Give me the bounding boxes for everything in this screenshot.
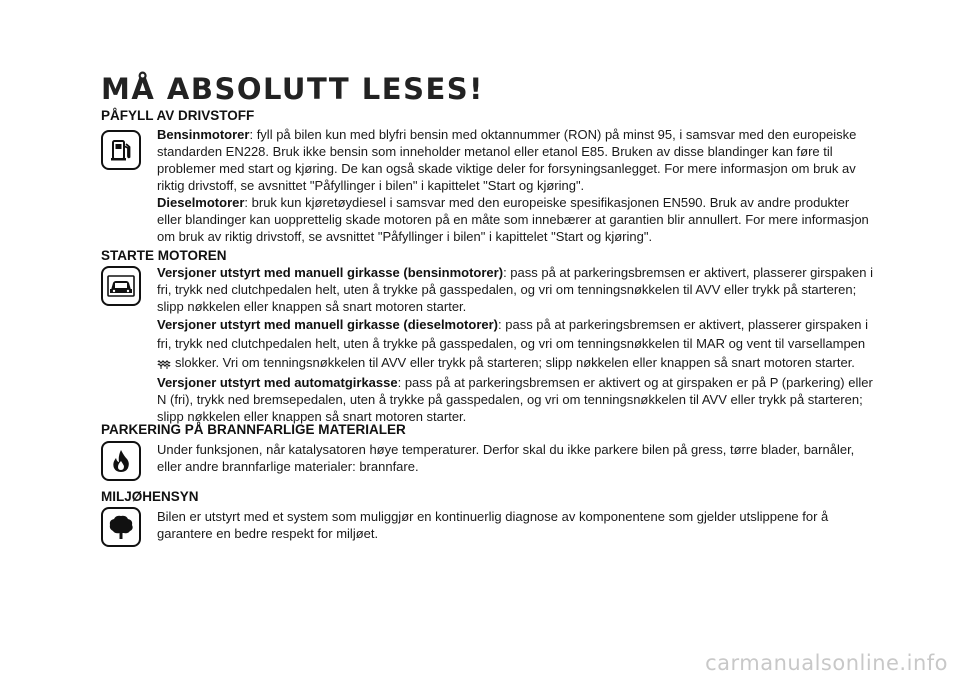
fire-icon (101, 441, 141, 481)
paragraph-lead: Versjoner utstyrt med manuell girkasse (bensinmotorer) (157, 265, 504, 280)
paragraph-text: : pass på at parkeringsbremsen er aktivert og at girspaken er på P (parkering) eller N (fri), trykk ned bremsepedalen, uten å trykke på gasspedalen, og vri om tenningsnøkkelen til AVV eller trykk på starteren; slipp nøkkelen eller knappen så snart motoren starter. (157, 375, 873, 424)
section-body-environment (157, 508, 877, 542)
paragraph-text: : pass på at parkeringsbremsen er aktivert, plasserer girspaken i fri, trykk ned clutchpedalen helt, uten å trykke på gasspedalen, og vri om tenningsnøkkelen til AVV eller trykk på starteren; slipp nøkkelen eller knappen så snart motoren starter. (157, 265, 874, 314)
paragraph-lead: Versjoner utstyrt med manuell girkasse (dieselmotorer) (157, 317, 499, 332)
paragraph-diesel (157, 194, 877, 245)
paragraph-text: Under funksjonen, når katalysatoren høye temperaturer. Derfor skal du ikke parkere bilen på gress, tørre blader, barnåler, eller andre brannfarlige materialer: brannfare. (157, 442, 855, 474)
paragraph-manual-diesel (157, 315, 877, 374)
fuel-pump-icon (101, 130, 141, 170)
section-heading-parking: PARKERING PÅ BRANNFARLIGE MATERIALER (101, 422, 406, 437)
paragraph-manual-petrol (157, 264, 877, 315)
paragraph-text: : bruk kun kjøretøydiesel i samsvar med den europeiske spesifikasjonen EN590. Bruk av andre produkter eller blandinger kan uopprettelig skade motoren på en måte som innebærer at garantien blir annullert. For mere informasjon om bruk av riktig drivstoff, se avsnittet "Påfyllinger i bilen" i kapittelet "Start og kjøring". (157, 195, 869, 244)
car-icon (101, 266, 141, 306)
glow-plug-warning-icon (157, 355, 171, 374)
section-body-start (157, 264, 877, 425)
paragraph-parking (157, 441, 877, 475)
paragraph-lead: Versjoner utstyrt med automatgirkasse (157, 375, 398, 390)
paragraph-automatic (157, 374, 877, 425)
paragraph-environment (157, 508, 877, 542)
tree-icon (101, 507, 141, 547)
paragraph-text: Bilen er utstyrt med et system som muliggjør en kontinuerlig diagnose av komponentene som gjelder utslippene for å garantere en bedre respekt for miljøet. (157, 509, 829, 541)
paragraph-lead: Dieselmotorer (157, 195, 245, 210)
paragraph-text: : fyll på bilen kun med blyfri bensin med oktannummer (RON) på minst 95, i samsvar med den europeiske standarden EN228. Bruk ikke bensin som inneholder metanol eller etanol E85. Bruken av disse blandinger kan føre til problemer med start og kjøring. De kan også skade viktige deler for forsyningsanlegget. For mere informasjon om bruk av riktig drivstoff, se avsnittet "Påfyllinger i bilen" i kapittelet "Start og kjøring". (157, 127, 857, 193)
section-body-fuel (157, 126, 877, 245)
page-title: MÅ ABSOLUTT LESES! (101, 72, 484, 106)
watermark-footer: carmanualsonline.info (705, 651, 948, 675)
paragraph-text-after-icon: slokker. Vri om tenningsnøkkelen til AVV eller trykk på starteren; slipp nøkkelen eller knappen så snart motoren starter. (175, 355, 855, 370)
paragraph-lead: Bensinmotorer (157, 127, 250, 142)
paragraph-text: : pass på at parkeringsbremsen er aktivert, plasserer girspaken i fri, trykk ned clutchpedalen helt, uten å trykke på gasspedalen, og vri om tenningsnøkkelen til MAR og vent til varsellampen (157, 317, 868, 351)
section-heading-environment: MILJØHENSYN (101, 489, 199, 504)
section-heading-fuel: PÅFYLL AV DRIVSTOFF (101, 108, 255, 123)
section-body-parking (157, 441, 877, 475)
section-heading-start: STARTE MOTOREN (101, 248, 227, 263)
paragraph-petrol (157, 126, 877, 194)
